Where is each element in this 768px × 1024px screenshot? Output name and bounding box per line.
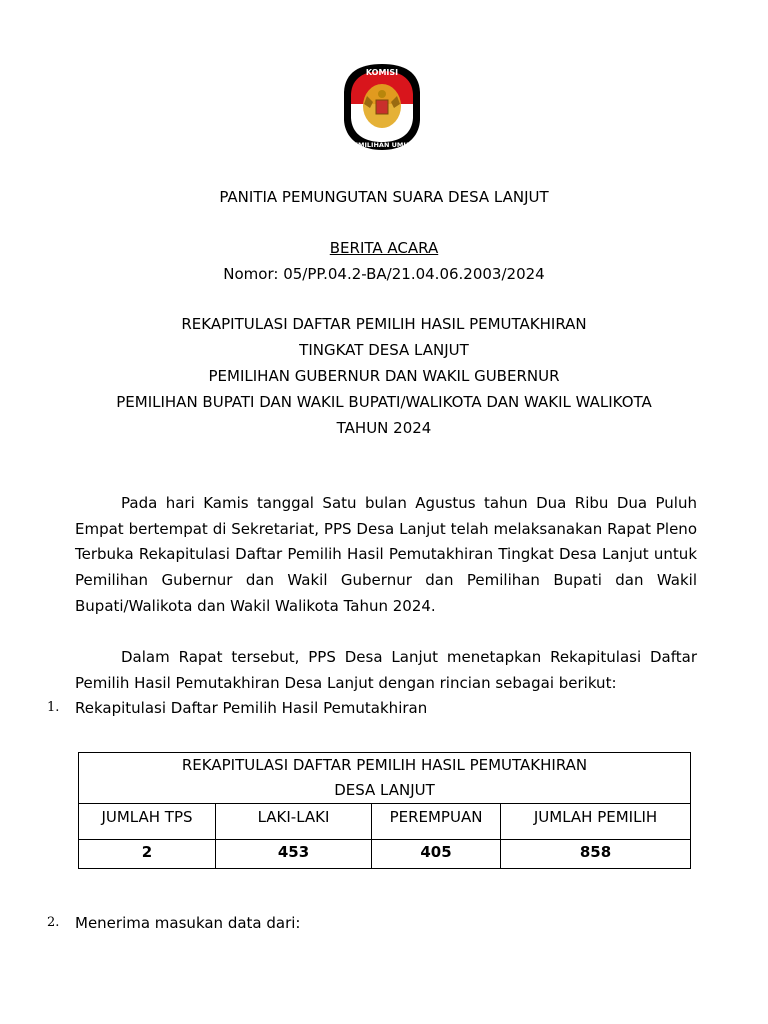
recap-table xyxy=(78,752,691,869)
subject-line: PEMILIHAN GUBERNUR DAN WAKIL GUBERNUR xyxy=(208,367,560,385)
list-text: Rekapitulasi Daftar Pemilih Hasil Pemutakhiran xyxy=(75,699,428,717)
list-number: 1. xyxy=(47,700,60,715)
subject-line: PEMILIHAN BUPATI DAN WAKIL BUPATI/WALIKOTA DAN WAKIL WALIKOTA xyxy=(116,393,652,411)
subject-line: TINGKAT DESA LANJUT xyxy=(299,341,469,359)
committee-name: PANITIA PEMUNGUTAN SUARA DESA LANJUT xyxy=(219,188,549,206)
paragraph-opening: Pada hari Kamis tanggal Satu bulan Agustus tahun Dua Ribu Dua Puluh Empat bertempat di Sekretariat, PPS Desa Lanjut telah melaksanakan Rapat Pleno Terbuka Rekapitulasi Daftar Pemilih Hasil Pemutakhiran Tingkat Desa Lanjut untuk Pemilihan Gubernur dan Wakil Gubernur dan Pemilihan Bupati dan Wakil Bupati/Walikota dan Wakil Walikota Tahun 2024. xyxy=(75,494,697,615)
table-cell: 453 xyxy=(216,840,372,869)
table-cell: 405 xyxy=(372,840,501,869)
column-header: LAKI-LAKI xyxy=(216,804,372,840)
doc-number: Nomor: 05/PP.04.2-BA/21.04.06.2003/2024 xyxy=(223,265,545,283)
list-text: Menerima masukan data dari: xyxy=(75,914,301,932)
column-header: JUMLAH TPS xyxy=(79,804,216,840)
kpu-logo xyxy=(340,62,424,152)
logo-bottom-text: PEMILIHAN UMUM xyxy=(348,141,416,149)
table-cell: 2 xyxy=(79,840,216,869)
subject-line: TAHUN 2024 xyxy=(336,419,432,437)
logo-top-text: KOMISI xyxy=(365,68,399,77)
list-number: 2. xyxy=(47,915,60,930)
table-title: REKAPITULASI DAFTAR PEMILIH HASIL PEMUTAKHIRAN DESA LANJUT xyxy=(79,753,691,804)
column-header: JUMLAH PEMILIH xyxy=(501,804,691,840)
table-cell: 858 xyxy=(501,840,691,869)
column-header: PEREMPUAN xyxy=(372,804,501,840)
doc-title: BERITA ACARA xyxy=(329,239,439,257)
subject-line: REKAPITULASI DAFTAR PEMILIH HASIL PEMUTAKHIRAN xyxy=(181,315,587,333)
paragraph-decision: Dalam Rapat tersebut, PPS Desa Lanjut menetapkan Rekapitulasi Daftar Pemilih Hasil Pemutakhiran Desa Lanjut dengan rincian sebagai berikut: xyxy=(75,648,697,692)
